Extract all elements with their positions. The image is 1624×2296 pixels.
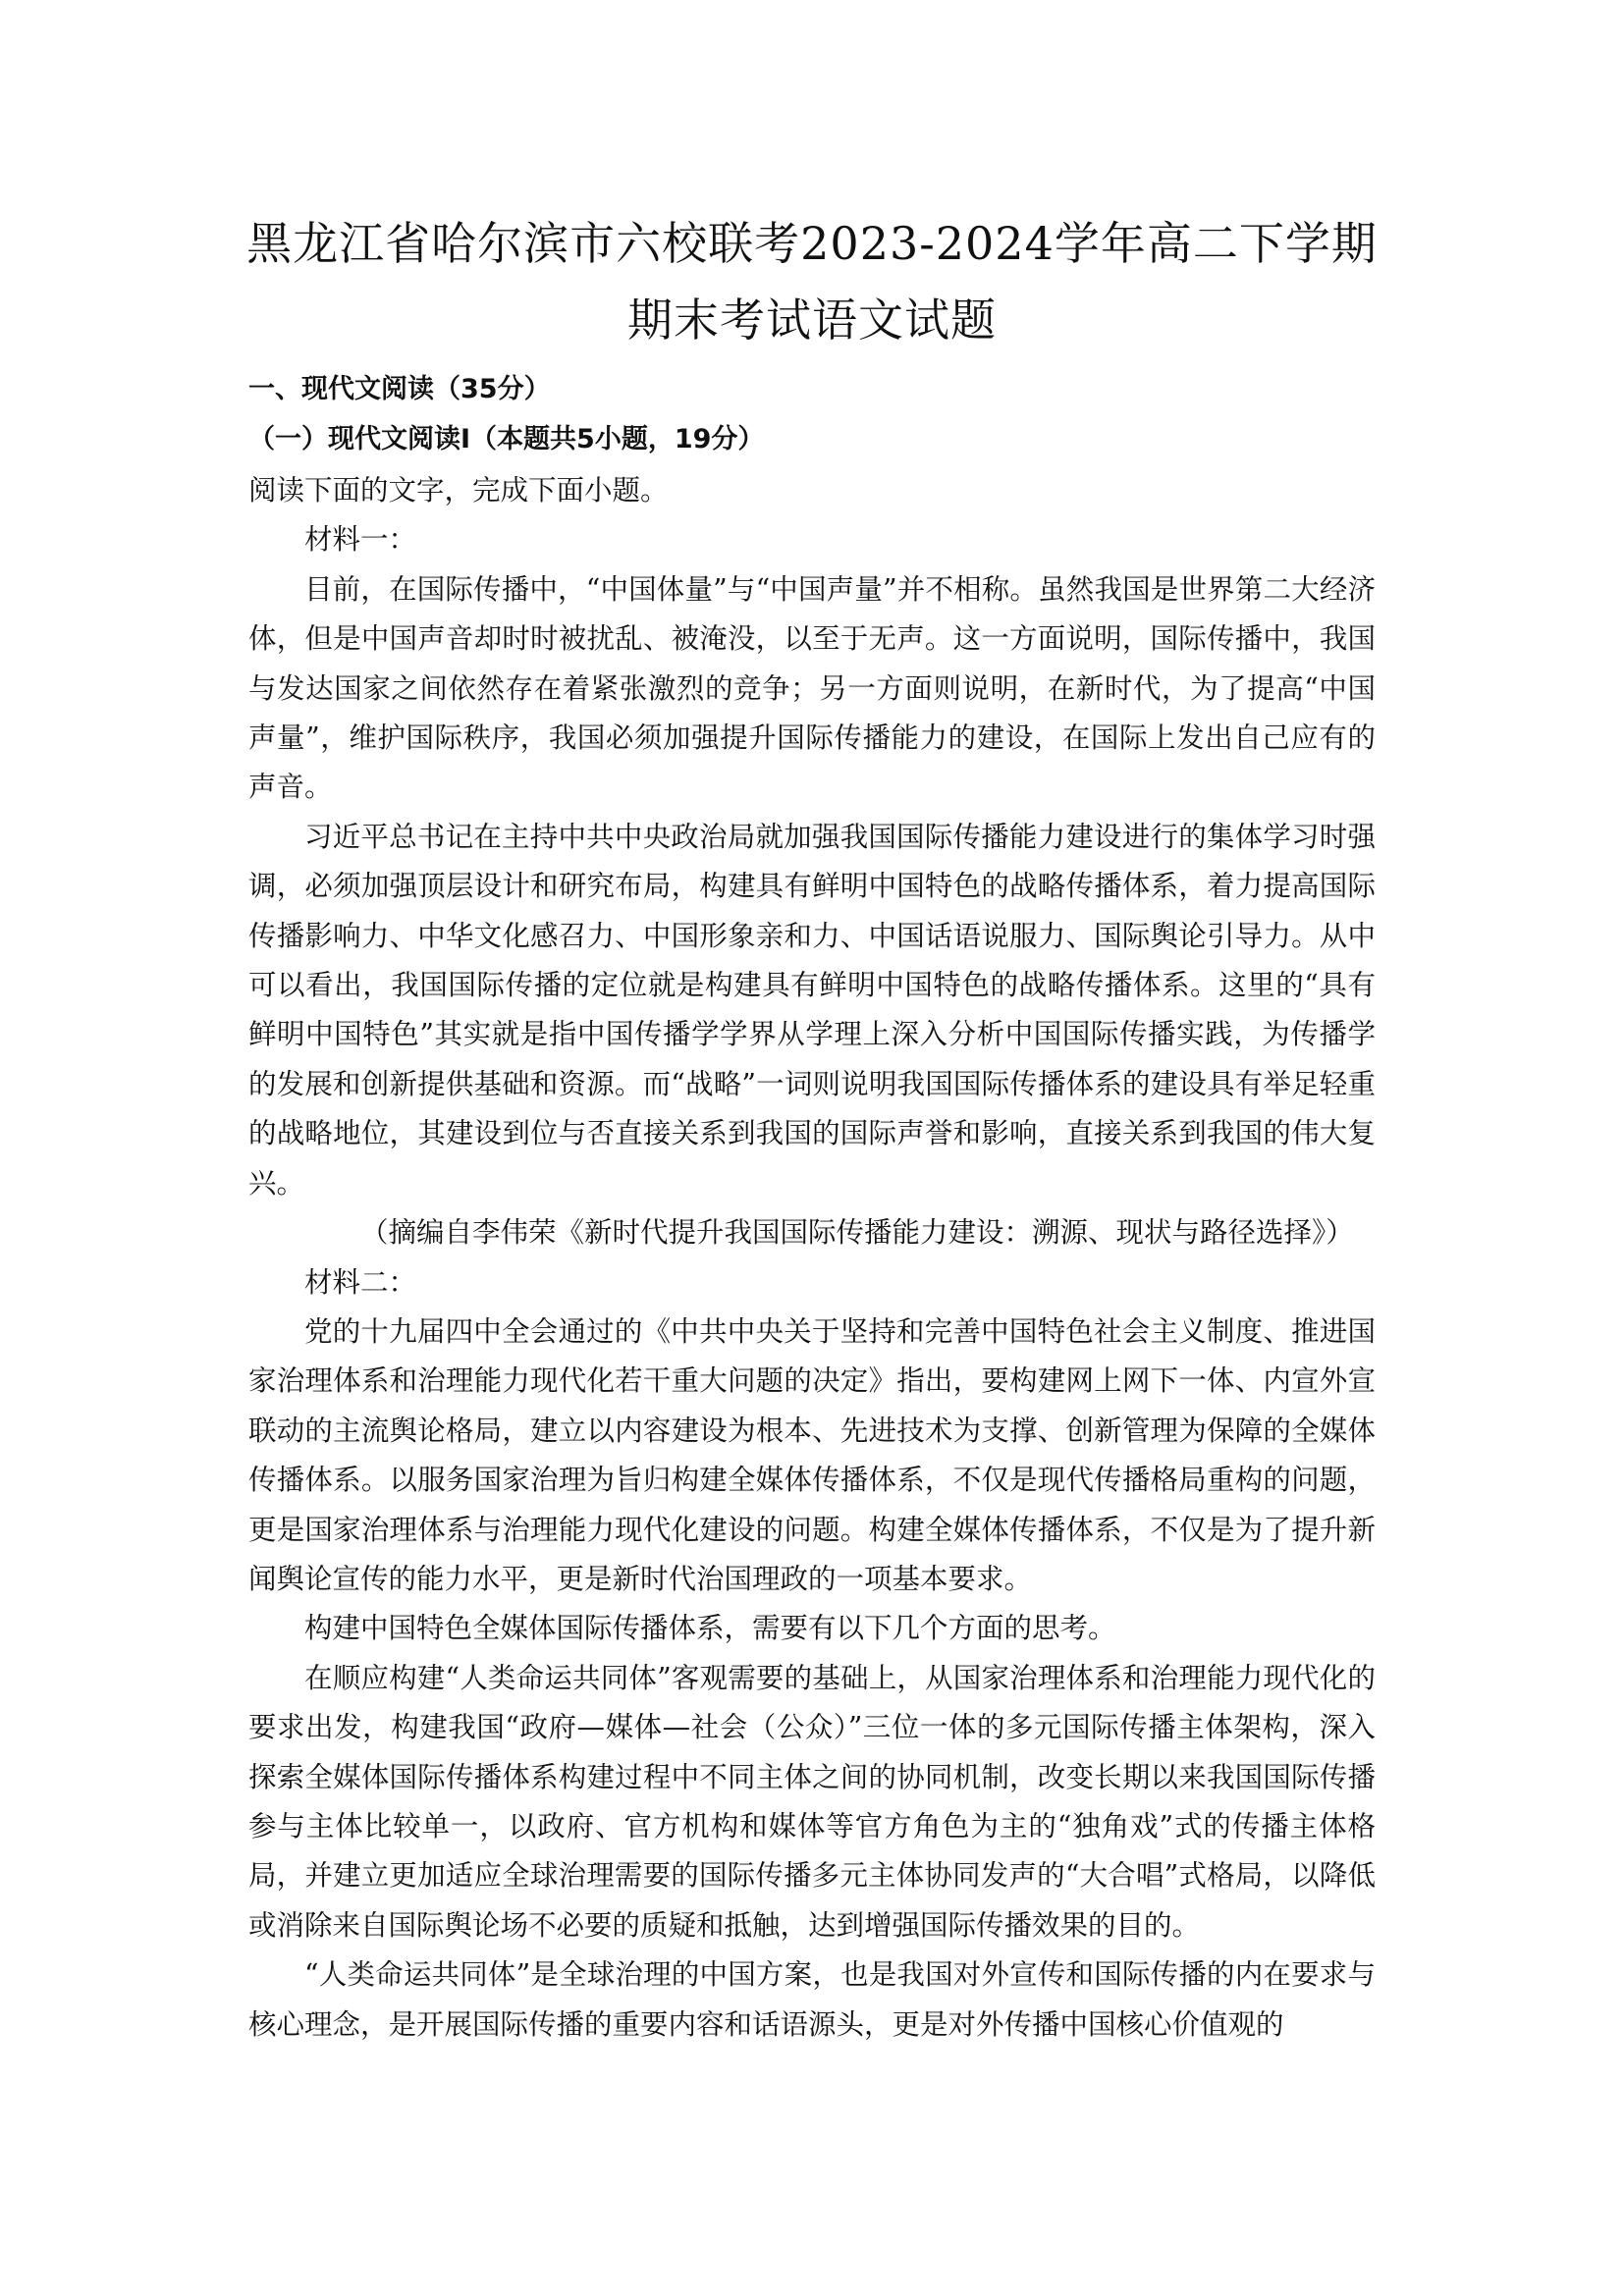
material-two-label: 材料二： [304, 1265, 417, 1299]
material-two-paragraph-4: “人类命运共同体”是全球治理的中国方案，也是我国对外宣传和国际传播的内在要求与核心理念，是开展国际传播的重要内容和话语源头，更是对外传播中国核心价值观的 [248, 1958, 1376, 2041]
material-two-paragraph-2: 构建中国特色全媒体国际传播体系，需要有以下几个方面的思考。 [304, 1612, 1116, 1645]
exam-title-line1: 黑龙江省哈尔滨市六校联考2023-2024学年高二下学期 [246, 217, 1378, 270]
material-one-paragraph-1: 目前，在国际传播中，“中国体量”与“中国声量”并不相称。虽然我国是世界第二大经济体，但是中国声音却时时被扰乱、被淹没，以至于无声。这一方面说明，国际传播中，我国与发达国家之间依然存在着紧张激烈的竞争；另一方面则说明，在新时代，为了提高“中国声量”，维护国际秩序，我国必须加强提升国际传播能力的建设，在国际上发出自己应有的声音。 [248, 572, 1376, 804]
section-heading-modern-reading: 一、现代文阅读（35分） [248, 374, 551, 404]
reading-passage [248, 466, 1376, 2050]
material-two-paragraph-3: 在顺应构建“人类命运共同体”客观需要的基础上，从国家治理体系和治理能力现代化的要求出发，构建我国“政府—媒体—社会（公众）”三位一体的多元国际传播主体架构，深入探索全媒体国际传播体系构建过程中不同主体之间的协同机制，改变长期以来我国国际传播参与主体比较单一，以政府、官方机构和媒体等官方角色为主的“独角戏”式的传播主体格局，并建立更加适应全球治理需要的国际传播多元主体协同发声的“大合唱”式格局，以降低或消除来自国际舆论场不必要的质疑和抵触，达到增强国际传播效果的目的。 [248, 1661, 1376, 1942]
material-two-paragraph-1: 党的十九届四中全会通过的《中共中央关于坚持和完善中国特色社会主义制度、推进国家治理体系和治理能力现代化若干重大问题的决定》指出，要构建网上网下一体、内宣外宣联动的主流舆论格局，建立以内容建设为根本、先进技术为支撑、创新管理为保障的全媒体传播体系。以服务国家治理为旨归构建全媒体传播体系，不仅是现代传播格局重构的问题，更是国家治理体系与治理能力现代化建设的问题。构建全媒体传播体系，不仅是为了提升新闻舆论宣传的能力水平，更是新时代治国理政的一项基本要求。 [248, 1314, 1376, 1595]
instruction-text: 阅读下面的文字，完成下面小题。 [248, 474, 669, 507]
subsection-heading-reading-1: （一）现代文阅读Ⅰ（本题共5小题，19分） [248, 424, 765, 454]
material-one-paragraph-2: 习近平总书记在主持中共中央政治局就加强我国国际传播能力建设进行的集体学习时强调，必须加强顶层设计和研究布局，构建具有鲜明中国特色的战略传播体系，着力提高国际传播影响力、中华文化感召力、中国形象亲和力、中国话语说服力、国际舆论引导力。从中可以看出，我国国际传播的定位就是构建具有鲜明中国特色的战略传播体系。这里的“具有鲜明中国特色”其实就是指中国传播学学界从学理上深入分析中国国际传播实践，为传播学的发展和创新提供基础和资源。而“战略”一词则说明我国国际传播体系的建设具有举足轻重的战略地位，其建设到位与否直接关系到我国的国际声誉和影响，直接关系到我国的伟大复兴。 [248, 820, 1376, 1200]
material-one-label: 材料一： [304, 523, 417, 557]
exam-title-line2: 期末考试语文试题 [627, 294, 997, 347]
material-one-source: （摘编自李伟荣《新时代提升我国国际传播能力建设：溯源、现状与路径选择》） [360, 1216, 1354, 1250]
